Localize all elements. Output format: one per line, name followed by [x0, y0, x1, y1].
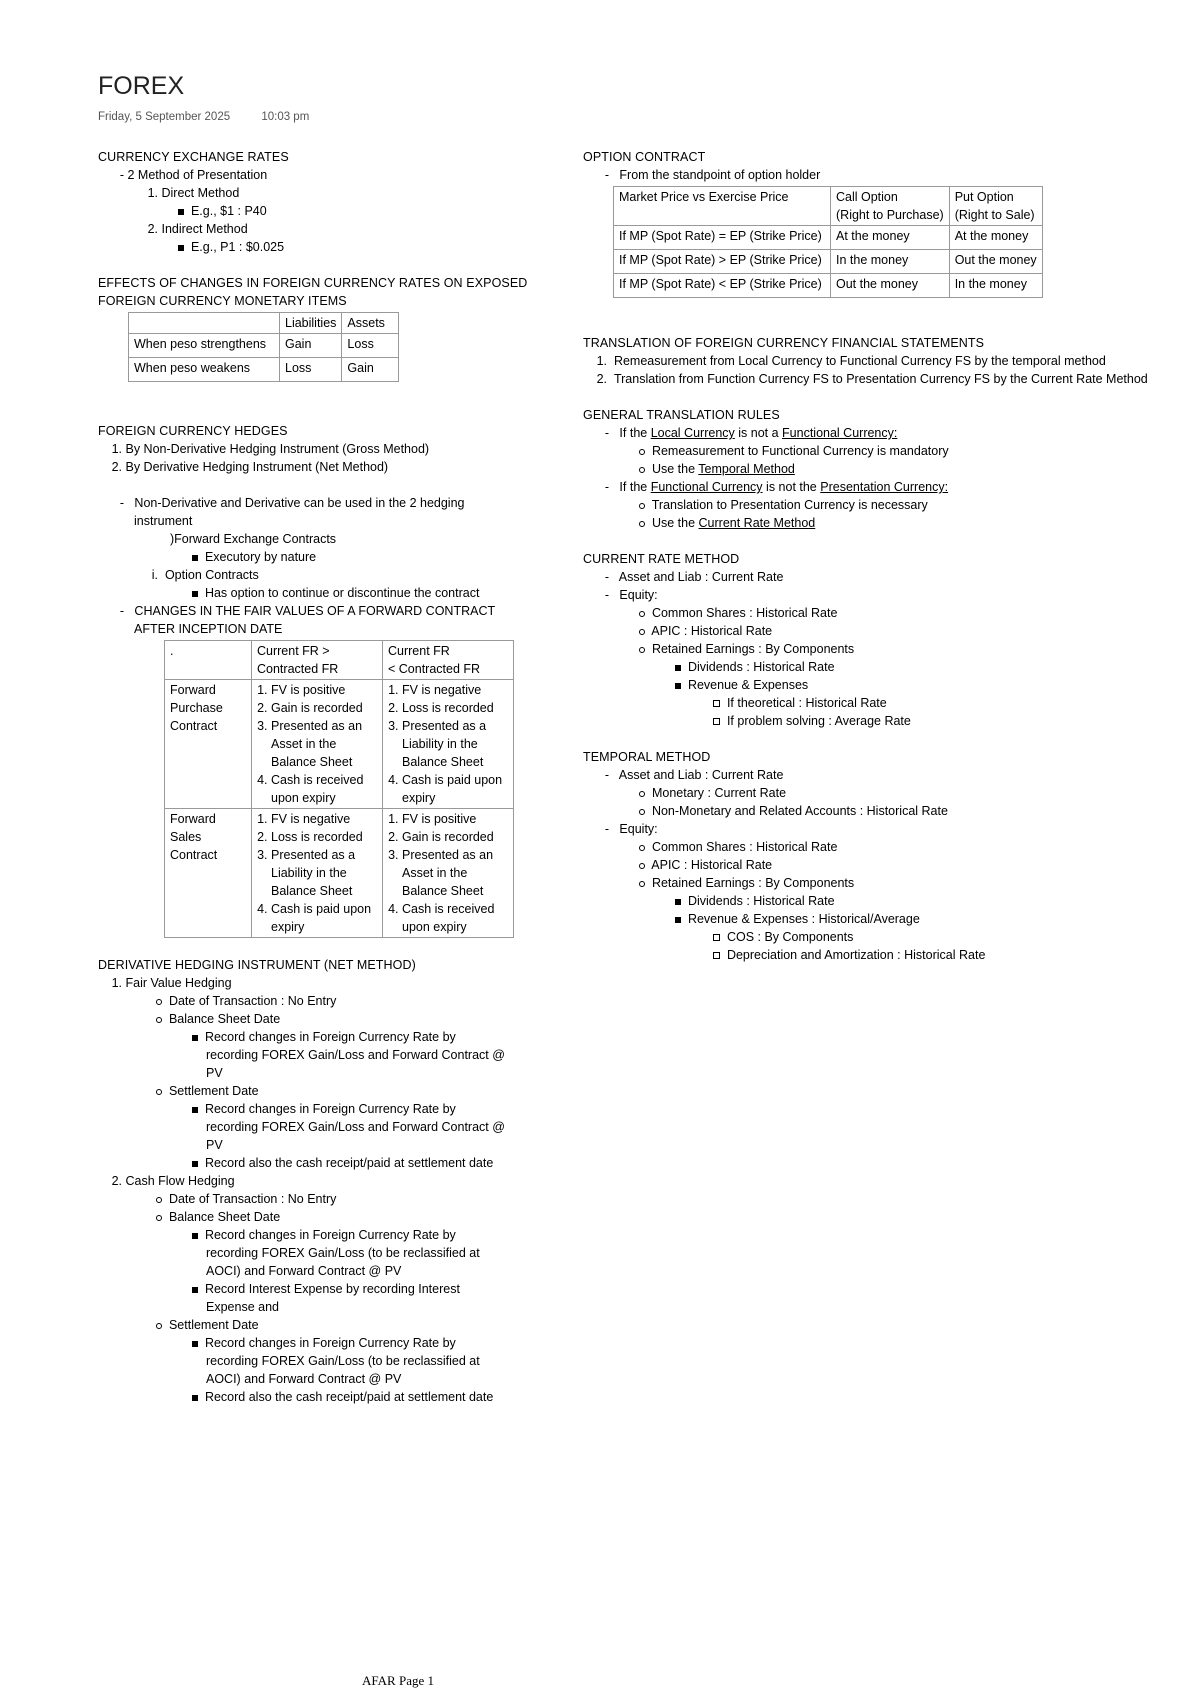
- list-item: - 2 Method of Presentation: [119, 168, 268, 182]
- square-bullet-icon: [192, 1233, 198, 1239]
- forward-contract-table: [164, 640, 514, 938]
- list-item: - Asset and Liab : Current Rate: [604, 570, 784, 584]
- table-cell: Forward Purchase Contract: [165, 680, 252, 809]
- list-item: Record changes in Foreign Currency Rate by: [98, 1100, 538, 1118]
- square-bullet-icon: [178, 209, 184, 215]
- list-item: recording FOREX Gain/Loss (to be reclassified at: [206, 1246, 480, 1260]
- square-outline-bullet-icon: [713, 718, 720, 725]
- list-item: Translation to Presentation Currency is necessary: [583, 496, 1193, 514]
- square-bullet-icon: [675, 683, 681, 689]
- list-item: Record also the cash receipt/paid at settlement date: [98, 1388, 538, 1406]
- circle-bullet-icon: [156, 1197, 162, 1203]
- list-item: 1. Remeasurement from Local Currency to Functional Currency FS by the temporal method: [596, 354, 1106, 368]
- list-item: AOCI) and Forward Contract @ PV: [206, 1372, 402, 1386]
- square-bullet-icon: [675, 665, 681, 671]
- table-cell: If MP (Spot Rate) > EP (Strike Price): [614, 250, 831, 274]
- list-item: E.g., P1 : $0.025: [98, 238, 538, 256]
- list-item: 2. By Derivative Hedging Instrument (Net Method): [111, 460, 389, 474]
- list-item: Common Shares : Historical Rate: [583, 604, 1193, 622]
- section-heading: TRANSLATION OF FOREIGN CURRENCY FINANCIAL STATEMENTS: [583, 336, 985, 350]
- list-item: Common Shares : Historical Rate: [583, 838, 1193, 856]
- section-heading: CURRENCY EXCHANGE RATES: [98, 150, 289, 164]
- square-bullet-icon: [675, 917, 681, 923]
- square-bullet-icon: [192, 1035, 198, 1041]
- list-item: Non-Monetary and Related Accounts : Historical Rate: [583, 802, 1193, 820]
- list-item: Depreciation and Amortization : Historical Rate: [583, 946, 1193, 964]
- table-cell: Gain: [280, 334, 342, 358]
- table-cell: Loss: [342, 334, 399, 358]
- list-item: Remeasurement to Functional Currency is mandatory: [583, 442, 1193, 460]
- table-cell: If MP (Spot Rate) < EP (Strike Price): [614, 274, 831, 298]
- list-item: If problem solving : Average Rate: [583, 712, 1193, 730]
- section-heading: DERIVATIVE HEDGING INSTRUMENT (NET METHOD): [98, 958, 416, 972]
- list-item: Record changes in Foreign Currency Rate by: [98, 1334, 538, 1352]
- list-item: Record changes in Foreign Currency Rate by: [98, 1028, 538, 1046]
- table-cell: When peso weakens: [129, 358, 280, 382]
- list-item: AFTER INCEPTION DATE: [134, 622, 283, 636]
- list-item: - Equity:: [604, 822, 658, 836]
- list-item: Date of Transaction : No Entry: [98, 1190, 538, 1208]
- list-item: 2. Cash Flow Hedging: [111, 1174, 235, 1188]
- table-cell: [129, 313, 280, 334]
- table-cell: 1. FV is negative 2. Loss is recorded 3. Presented as a Liability in the Balance Sheet 4. Cash is paid upon expiry: [252, 809, 383, 938]
- square-bullet-icon: [192, 1107, 198, 1113]
- circle-bullet-icon: [639, 611, 645, 617]
- circle-bullet-icon: [156, 1323, 162, 1329]
- list-item: Expense and: [206, 1300, 279, 1314]
- page-meta: [98, 111, 309, 123]
- circle-bullet-icon: [639, 863, 645, 869]
- list-item: PV: [206, 1138, 223, 1152]
- table-cell: Current FR < Contracted FR: [383, 641, 514, 680]
- section-heading: OPTION CONTRACT: [583, 150, 706, 164]
- table-cell: Liabilities: [280, 313, 342, 334]
- table-cell: If MP (Spot Rate) = EP (Strike Price): [614, 226, 831, 250]
- square-outline-bullet-icon: [713, 952, 720, 959]
- list-item: - Equity:: [604, 588, 658, 602]
- square-bullet-icon: [192, 555, 198, 561]
- table-cell: Gain: [342, 358, 399, 382]
- table-cell: .: [165, 641, 252, 680]
- left-column: [98, 148, 538, 1406]
- section-heading: GENERAL TRANSLATION RULES: [583, 408, 780, 422]
- page-footer: AFAR Page 1: [362, 1673, 434, 1688]
- table-cell: In the money: [949, 274, 1042, 298]
- table-cell: Call Option (Right to Purchase): [831, 187, 950, 226]
- right-column: [583, 148, 1193, 964]
- section-heading: TEMPORAL METHOD: [583, 750, 711, 764]
- effects-table: [128, 312, 399, 382]
- list-item: Monetary : Current Rate: [583, 784, 1193, 802]
- list-item: - Asset and Liab : Current Rate: [604, 768, 784, 782]
- list-item: APIC : Historical Rate: [583, 856, 1193, 874]
- square-bullet-icon: [192, 1161, 198, 1167]
- list-item: 2. Indirect Method: [147, 222, 248, 236]
- table-cell: When peso strengthens: [129, 334, 280, 358]
- list-item: Has option to continue or discontinue the contract: [98, 584, 538, 602]
- circle-bullet-icon: [639, 647, 645, 653]
- list-item: recording FOREX Gain/Loss (to be reclassified at: [206, 1354, 480, 1368]
- list-item: Retained Earnings : By Components: [583, 874, 1193, 892]
- page-date: Friday, 5 September 2025: [98, 111, 231, 123]
- list-item: E.g., $1 : P40: [98, 202, 538, 220]
- table-cell: Out the money: [831, 274, 950, 298]
- section-heading: FOREIGN CURRENCY HEDGES: [98, 424, 288, 438]
- square-bullet-icon: [192, 591, 198, 597]
- list-item: Settlement Date: [98, 1316, 538, 1334]
- list-item: Balance Sheet Date: [98, 1208, 538, 1226]
- square-bullet-icon: [192, 1341, 198, 1347]
- list-item: Balance Sheet Date: [98, 1010, 538, 1028]
- list-item: 2. Translation from Function Currency FS to Presentation Currency FS by the Current Rate Method: [596, 372, 1148, 386]
- list-item: Record Interest Expense by recording Interest: [98, 1280, 538, 1298]
- circle-bullet-icon: [156, 1089, 162, 1095]
- square-bullet-icon: [192, 1287, 198, 1293]
- circle-bullet-icon: [156, 1215, 162, 1221]
- table-cell: 1. FV is negative 2. Loss is recorded 3. Presented as a Liability in the Balance Sheet 4. Cash is paid upon expiry: [383, 680, 514, 809]
- circle-bullet-icon: [639, 521, 645, 527]
- option-contract-table: [613, 186, 1043, 298]
- page-time: 10:03 pm: [261, 111, 310, 123]
- circle-bullet-icon: [639, 845, 645, 851]
- list-item: Revenue & Expenses : Historical/Average: [583, 910, 1193, 928]
- list-item: i. Option Contracts: [151, 568, 259, 582]
- list-item: instrument: [134, 514, 193, 528]
- circle-bullet-icon: [639, 809, 645, 815]
- list-item: Executory by nature: [98, 548, 538, 566]
- list-item: 1. Direct Method: [147, 186, 240, 200]
- list-item: 1. Fair Value Hedging: [111, 976, 232, 990]
- section-heading: EFFECTS OF CHANGES IN FOREIGN CURRENCY RATES ON EXPOSED: [98, 276, 528, 290]
- list-item: - Non-Derivative and Derivative can be used in the 2 hedging: [119, 496, 465, 510]
- list-item: Record changes in Foreign Currency Rate by: [98, 1226, 538, 1244]
- list-item: Retained Earnings : By Components: [583, 640, 1193, 658]
- circle-bullet-icon: [639, 791, 645, 797]
- list-item: Use the Current Rate Method: [583, 514, 1193, 532]
- list-item: COS : By Components: [583, 928, 1193, 946]
- circle-bullet-icon: [639, 449, 645, 455]
- list-item: Dividends : Historical Rate: [583, 892, 1193, 910]
- list-item: - CHANGES IN THE FAIR VALUES OF A FORWARD CONTRACT: [119, 604, 496, 618]
- list-item: Settlement Date: [98, 1082, 538, 1100]
- list-item: Record also the cash receipt/paid at settlement date: [98, 1154, 538, 1172]
- list-item: - If the Functional Currency is not the Presentation Currency:: [604, 480, 949, 494]
- table-cell: 1. FV is positive 2. Gain is recorded 3. Presented as an Asset in the Balance Sheet 4. Cash is received upon expiry: [252, 680, 383, 809]
- table-cell: 1. FV is positive 2. Gain is recorded 3. Presented as an Asset in the Balance Sheet 4. Cash is received upon expiry: [383, 809, 514, 938]
- circle-bullet-icon: [639, 503, 645, 509]
- list-item: 1. By Non-Derivative Hedging Instrument (Gross Method): [111, 442, 430, 456]
- table-cell: In the money: [831, 250, 950, 274]
- list-item: Date of Transaction : No Entry: [98, 992, 538, 1010]
- list-item: )Forward Exchange Contracts: [170, 532, 337, 546]
- list-item: - From the standpoint of option holder: [604, 168, 821, 182]
- square-bullet-icon: [192, 1395, 198, 1401]
- circle-bullet-icon: [639, 467, 645, 473]
- circle-bullet-icon: [639, 629, 645, 635]
- list-item: If theoretical : Historical Rate: [583, 694, 1193, 712]
- list-item: AOCI) and Forward Contract @ PV: [206, 1264, 402, 1278]
- circle-bullet-icon: [639, 881, 645, 887]
- section-heading: CURRENT RATE METHOD: [583, 552, 740, 566]
- table-cell: Loss: [280, 358, 342, 382]
- list-item: - If the Local Currency is not a Functional Currency:: [604, 426, 898, 440]
- square-bullet-icon: [675, 899, 681, 905]
- square-bullet-icon: [178, 245, 184, 251]
- circle-bullet-icon: [156, 999, 162, 1005]
- list-item: Revenue & Expenses: [583, 676, 1193, 694]
- section-heading: FOREIGN CURRENCY MONETARY ITEMS: [98, 294, 347, 308]
- square-outline-bullet-icon: [713, 934, 720, 941]
- table-cell: Current FR > Contracted FR: [252, 641, 383, 680]
- page-title: FOREX: [98, 72, 185, 100]
- table-cell: Forward Sales Contract: [165, 809, 252, 938]
- list-item: Use the Temporal Method: [583, 460, 1193, 478]
- list-item: Dividends : Historical Rate: [583, 658, 1193, 676]
- table-cell: Market Price vs Exercise Price: [614, 187, 831, 226]
- square-outline-bullet-icon: [713, 700, 720, 707]
- table-cell: At the money: [949, 226, 1042, 250]
- list-item: APIC : Historical Rate: [583, 622, 1193, 640]
- table-cell: Assets: [342, 313, 399, 334]
- circle-bullet-icon: [156, 1017, 162, 1023]
- table-cell: At the money: [831, 226, 950, 250]
- list-item: PV: [206, 1066, 223, 1080]
- table-cell: Out the money: [949, 250, 1042, 274]
- table-cell: Put Option (Right to Sale): [949, 187, 1042, 226]
- list-item: recording FOREX Gain/Loss and Forward Contract @: [206, 1048, 505, 1062]
- list-item: recording FOREX Gain/Loss and Forward Contract @: [206, 1120, 505, 1134]
